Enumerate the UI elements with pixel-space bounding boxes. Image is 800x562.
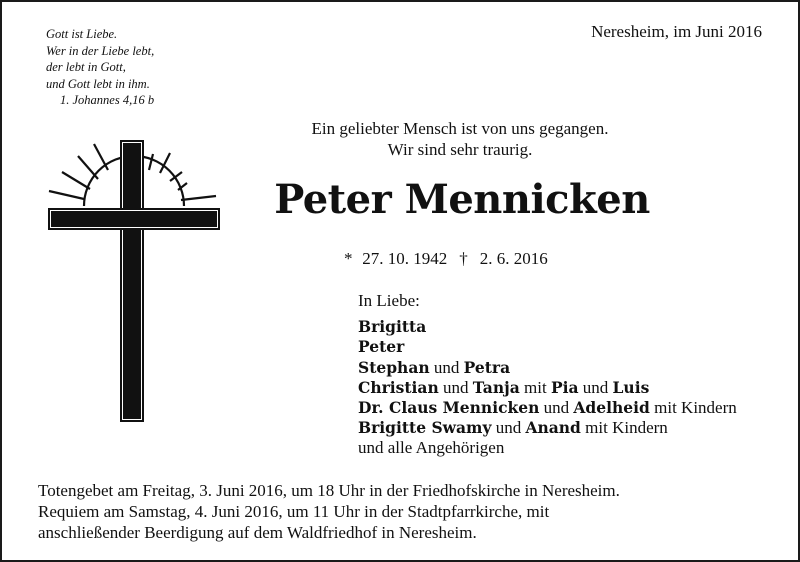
mourner-name: Adelheid xyxy=(573,398,650,418)
death-date: 2. 6. 2016 xyxy=(479,249,548,268)
mourner-connector: und alle Angehörigen xyxy=(358,438,505,458)
intro-line: Wir sind sehr traurig. xyxy=(387,140,533,159)
verse-line: der lebt in Gott, xyxy=(46,60,126,74)
mourner-name: Christian xyxy=(358,377,439,397)
deceased-name: Peter Mennicken xyxy=(274,176,650,223)
mourner-name: Luis xyxy=(612,377,650,397)
mourner-name: Pia xyxy=(550,377,579,397)
mourner-connector: mit xyxy=(519,377,551,397)
mourner-name: Brigitte Swamy xyxy=(358,418,492,438)
mourner-connector: und xyxy=(491,418,526,438)
mourner-connector: und xyxy=(578,377,613,397)
mourner-name: Stephan xyxy=(358,357,430,377)
mourners-heading: In Liebe: xyxy=(358,291,420,310)
mourner-connector: und xyxy=(429,357,464,377)
funeral-line: Requiem am Samstag, 4. Juni 2016, um 11 Uhr in der Stadtpfarrkirche, mit xyxy=(38,502,550,521)
mourner-line xyxy=(358,378,737,398)
birth-date: 27. 10. 1942 xyxy=(362,249,448,268)
verse-line: Wer in der Liebe lebt, xyxy=(46,43,155,58)
mourner-name: Dr. Claus Mennicken xyxy=(358,398,540,418)
place-date: Neresheim, im Juni 2016 xyxy=(591,22,762,41)
mourner-line xyxy=(358,418,737,438)
cross-icon xyxy=(48,140,220,422)
intro-line: Ein geliebter Mensch ist von uns gegangen. xyxy=(311,119,609,138)
cross-emblem xyxy=(46,140,222,422)
intro-text xyxy=(260,118,660,160)
death-symbol: † xyxy=(459,249,468,268)
mourner-name: Anand xyxy=(525,418,581,438)
mourner-name: Peter xyxy=(358,337,405,357)
birth-symbol: * xyxy=(344,249,353,268)
life-dates xyxy=(344,249,548,269)
verse-line: und Gott lebt in ihm. xyxy=(46,76,150,91)
mourner-line xyxy=(358,438,737,458)
mourner-name: Tanja xyxy=(472,377,520,397)
mourner-rows xyxy=(358,317,737,458)
mourner-line xyxy=(358,398,737,418)
mourners-list xyxy=(358,291,737,459)
mourner-line xyxy=(358,337,737,357)
mourner-connector: und xyxy=(539,398,574,418)
mourner-connector: mit Kindern xyxy=(649,398,737,418)
funeral-line: Totengebet am Freitag, 3. Juni 2016, um 18 Uhr in der Friedhofskirche in Neresheim. xyxy=(38,481,620,500)
mourner-name: Petra xyxy=(463,357,511,377)
funeral-info xyxy=(38,480,778,543)
funeral-line: anschließender Beerdigung auf dem Waldfriedhof in Neresheim. xyxy=(38,523,477,542)
mourner-line xyxy=(358,317,737,337)
verse-line: Gott ist Liebe. xyxy=(46,27,118,41)
mourner-line xyxy=(358,358,737,378)
bible-verse xyxy=(46,26,246,109)
mourner-connector: mit Kindern xyxy=(580,418,668,438)
mourner-name: Brigitta xyxy=(358,317,427,337)
mourner-connector: und xyxy=(438,377,473,397)
verse-reference: 1. Johannes 4,16 b xyxy=(60,93,155,107)
